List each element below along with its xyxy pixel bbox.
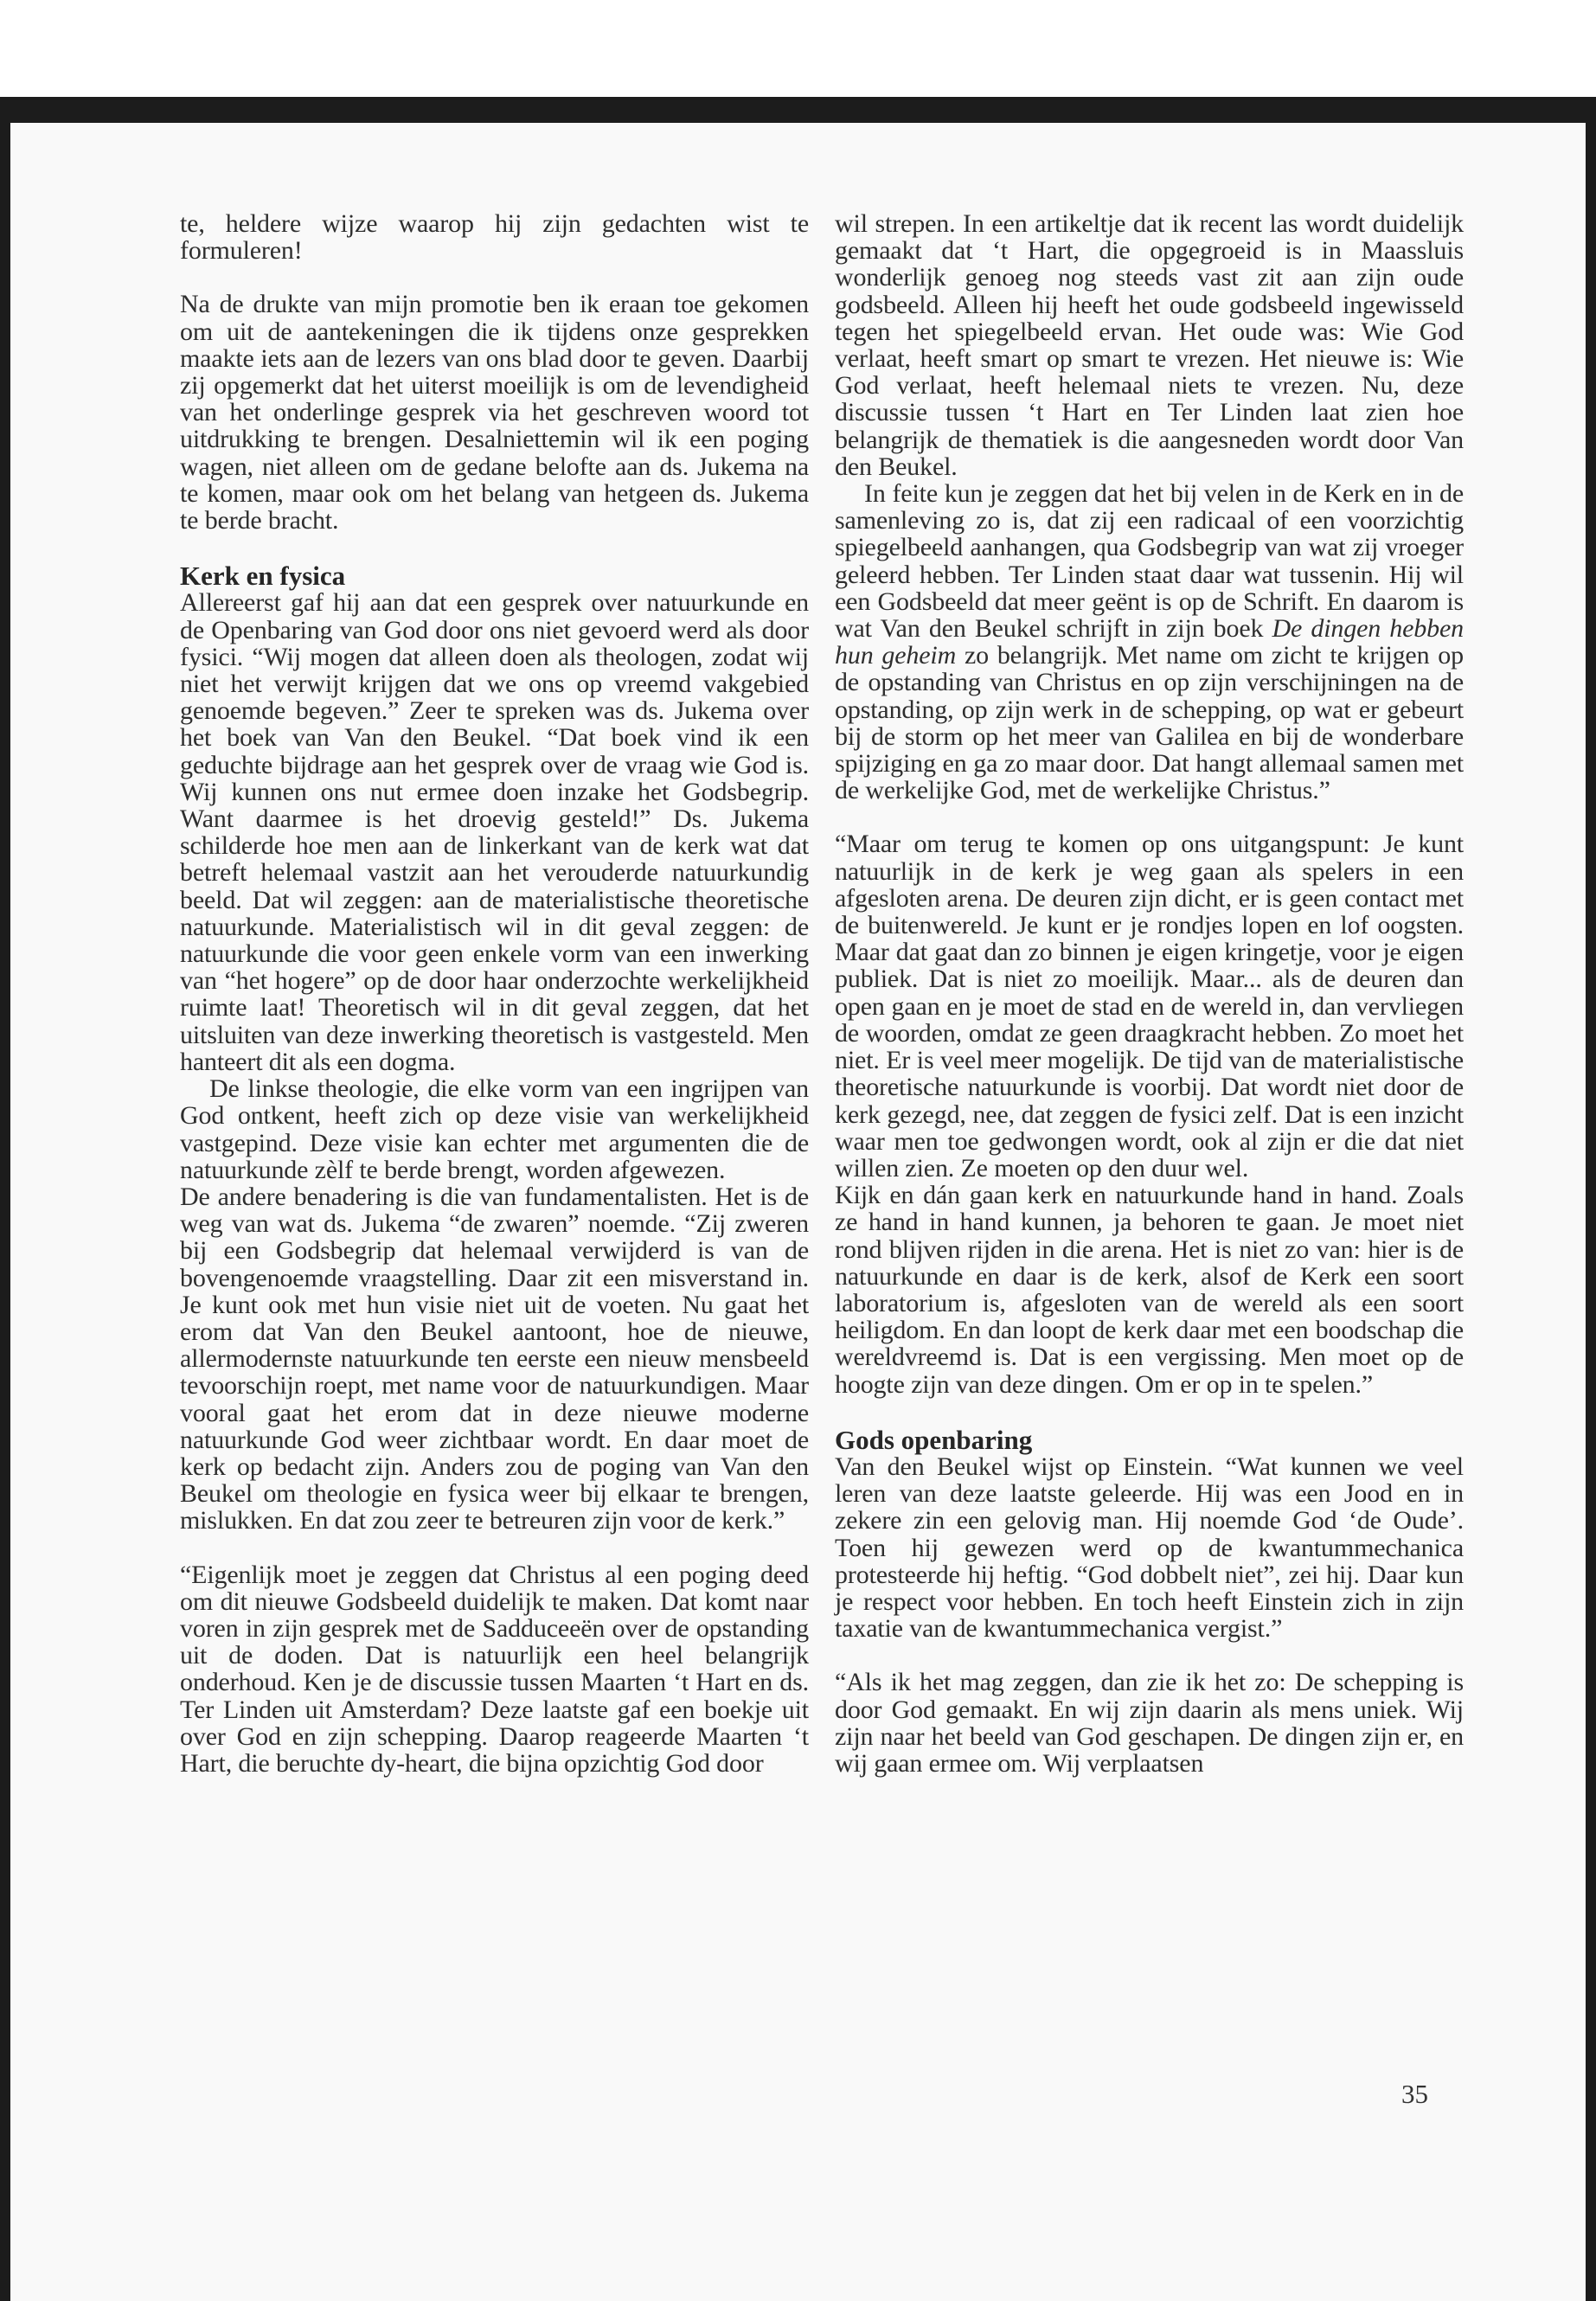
right-column bbox=[835, 210, 1464, 1777]
paragraph: Allereerst gaf hij aan dat een gesprek over natuurkunde en de Openbaring van God door ons niet gevoerd werd als door fysici. “Wij mogen dat alleen doen als theologen, zodat wij niet het verwijt krijgen dat we ons op vreemd vakgebied genoemde begeven.” Zeer te spreken was ds. Jukema over het boek van Van den Beukel. “Dat boek vind ik een geduchte bijdrage aan het gesprek over de vraag wie God is. Wij kunnen ons nut ermee doen inzake het Godsbegrip. Want daarmee is het droevig gesteld!” Ds. Jukema schilderde hoe men aan de linkerkant van de kerk wat dat betreft helemaal vastzit aan het verouderde natuurkundig beeld. Dat wil zeggen: aan de materialistische theoretische natuurkunde. Materialistisch wil in dit geval zeggen: de natuurkunde die voor geen enkele vorm van een inwerking van “het hogere” op de door haar onderzochte werkelijkheid ruimte laat! Theoretisch wil in dit geval zeggen, dat het uitsluiten van deze inwerking theoretisch is vastgesteld. Men hanteert dit als een dogma. bbox=[180, 588, 809, 1076]
section-heading: Gods openbaring bbox=[835, 1424, 1033, 1455]
paragraph-text: In feite kun je zeggen dat het bij velen in de Kerk en in de samenleving zo is, dat zij een radicaal of een voorzichtig spiegelbeeld aanhangen, qua Godsbegrip van wat zij vroeger geleerd hebben. Ter Linden staat daar wat tussenin. Hij wil een Godsbeeld dat meer geënt is op de Schrift. En daarom is wat Van den Beukel schrijft in zijn boek bbox=[835, 479, 1464, 644]
paragraph: Kijk en dán gaan kerk en natuurkunde hand in hand. Zoals ze hand in hand kunnen, ja behoren te gaan. Je moet niet rond blijven rijden in die arena. Het is niet zo van: hier is de natuurkunde en daar is de kerk, alsof de Kerk een soort laboratorium is, afgesloten van de wereld als een soort heiligdom. En dan loopt de kerk daar met een boodschap die wereldvreemd is. Dat is een vergissing. Men moet op de hoogte zijn van deze dingen. Om er op in te spelen.” bbox=[835, 1181, 1464, 1399]
paragraph: te, heldere wijze waarop hij zijn gedachten wist te formuleren! bbox=[180, 209, 809, 266]
paragraph: “Als ik het mag zeggen, dan zie ik het zo: De schepping is door God gemaakt. En wij zijn daarin als mens uniek. Wij zijn naar het beeld van God geschapen. De dingen zijn er, en wij gaan ermee om. Wij verplaatsen bbox=[835, 1668, 1464, 1778]
paragraph: Na de drukte van mijn promotie ben ik eraan toe gekomen om uit de aantekeningen die ik tijdens onze gesprekken maakte iets aan de lezers van ons blad door te geven. Daarbij zij opgemerkt dat het uiterst moeilijk is om de levendigheid van het onderlinge gesprek via het geschreven woord tot uitdrukking te brengen. Desalniettemin wil ik een poging wagen, niet alleen om de gedane belofte aan ds. Jukema na te komen, maar ook om het belang van hetgeen ds. Jukema te berde bracht. bbox=[180, 290, 809, 535]
paragraph: “Maar om terug te komen op ons uitgangspunt: Je kunt natuurlijk in de kerk je weg gaan als spelers in een afgesloten arena. De deuren zijn dicht, er is geen contact met de buitenwereld. Je kunt er je rondjes lopen en lof oogsten. Maar dat gaat dan zo binnen je eigen kringetje, voor je eigen publiek. Dat is niet zo moeilijk. Maar... als de deuren dan open gaan en je moet de stad en de wereld in, dan vervliegen de woorden, omdat ze geen draagkracht hebben. Zo moet het niet. Er is veel meer mogelijk. De tijd van de materialistische theoretische natuurkunde is voorbij. Dat wordt niet door de kerk gezegd, nee, dat zeggen de fysici zelf. Dat is een inzicht waar men toe gedwongen wordt, ook al zijn er die dat niet willen zien. Ze moeten op den duur wel. bbox=[835, 830, 1464, 1183]
scan-frame-top bbox=[0, 97, 1596, 123]
scan-frame-right bbox=[1586, 97, 1596, 2301]
paragraph-text: zo belangrijk. Met name om zicht te krijgen op de opstanding van Christus en op zijn verschijningen na de opstanding, op zijn werk in de schepping, op wat er gebeurt bij de storm op het meer van Galilea en bij de wonderbare spijziging en ga zo maar door. Dat hangt allemaal samen met de werkelijke God, met de werkelijke Christus.” bbox=[835, 641, 1464, 805]
scan-frame-left bbox=[0, 97, 10, 2301]
paragraph: “Eigenlijk moet je zeggen dat Christus al een poging deed om dit nieuwe Godsbeeld duidelijk te maken. Dat komt naar voren in zijn gesprek met de Sadduceeën over de opstanding uit de doden. Dat is natuurlijk een heel belangrijk onderhoud. Ken je de discussie tussen Maarten ‘t Hart en ds. Ter Linden uit Amsterdam? Deze laatste gaf een boekje uit over God en zijn schepping. Daarop reageerde Maarten ‘t Hart, die beruchte dy-heart, die bijna opzichtig God door bbox=[180, 1560, 809, 1778]
section-heading: Kerk en fysica bbox=[180, 561, 346, 592]
page-margin-top bbox=[0, 0, 1596, 97]
left-column bbox=[180, 210, 809, 1777]
paragraph: wil strepen. In een artikeltje dat ik recent las wordt duidelijk gemaakt dat ‘t Hart, die opgegroeid is in Maassluis wonderlijk genoeg nog steeds vast zit aan zijn oude godsbeeld. Alleen hij heeft het oude godsbeeld ingewisseld tegen het spiegelbeeld ervan. Het oude was: Wie God verlaat, heeft smart op smart te vrezen. Het nieuwe is: Wie God verlaat, heeft helemaal niets te vrezen. Nu, deze discussie tussen ‘t Hart en Ter Linden laat zien hoe belangrijk de thematiek is die aangesneden wordt door Van den Beukel. bbox=[835, 209, 1464, 481]
paragraph: Van den Beukel wijst op Einstein. “Wat kunnen we veel leren van deze laatste geleerde. Hij was een Jood en in zekere zin een gelovig man. Hij noemde God ‘de Oude’. Toen hij gewezen werd op de kwantummechanica protesteerde hij heftig. “God dobbelt niet”, zei hij. Daar kun je respect voor hebben. En toch heeft Einstein zich in zijn taxatie van de kwantummechanica vergist.” bbox=[835, 1452, 1464, 1644]
paragraph: De andere benadering is die van fundamentalisten. Het is de weg van wat ds. Jukema “de zwaren” noemde. “Zij zweren bij een Godsbegrip dat helemaal verwijderd is van de bovengenoemde vraagstelling. Daar zit een misverstand in. Je kunt ook met hun visie niet uit de voeten. Nu gaat het erom dat Van den Beukel aantoont, hoe de nieuwe, allermodernste natuurkunde ten eerste een nieuw mensbeeld tevoorschijn roept, met name voor de natuurkundigen. Maar vooral gaat het erom dat in deze nieuwe moderne natuurkunde God weer zichtbaar wordt. En daar moet de kerk op bedacht zijn. Anders zou de poging van Van den Beukel om theologie en fysica weer bij elkaar te brengen, mislukken. En dat zou zeer te betreuren zijn voor de kerk.” bbox=[180, 1182, 809, 1535]
page-number: 35 bbox=[1401, 2079, 1428, 2109]
book-title: De dingen hebben hun geheim bbox=[835, 614, 1464, 670]
paragraph: De linkse theologie, die elke vorm van een ingrijpen van God ontkent, heeft zich op deze visie van werkelijkheid vastgepind. Deze visie kan echter met argumenten die de natuurkunde zèlf te berde brengt, worden afgewezen. bbox=[180, 1074, 809, 1184]
paragraph bbox=[835, 480, 1464, 804]
